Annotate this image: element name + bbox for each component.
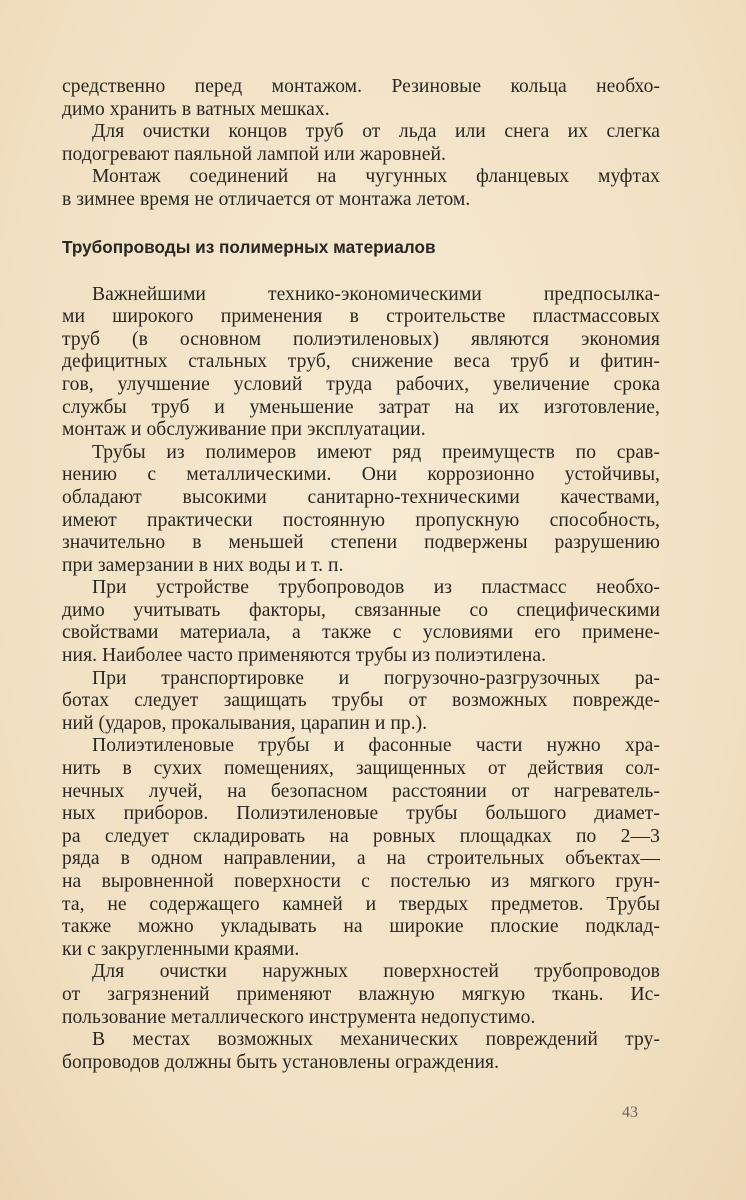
text-line: дефицитных стальных труб, снижение веса труб и фитин- [62, 351, 660, 373]
paragraph [62, 577, 660, 667]
text-line: пользование металлического инструмента недопустимо. [62, 1006, 536, 1028]
section-heading: Трубопроводы из полимерных материалов [62, 236, 436, 257]
text-line: нечных лучей, на безопасном расстоянии от нагреватель- [62, 780, 660, 802]
text-line: димо хранить в ватных мешках. [62, 98, 330, 120]
text-line: свойствами материала, а также с условиями его примене- [62, 622, 660, 644]
page-text [62, 76, 660, 1074]
paragraph [62, 1029, 660, 1074]
text-line: значительно в меньшей степени подвержены разрушению [62, 532, 660, 554]
text-line: бопроводов должны быть установлены ограждения. [62, 1051, 500, 1073]
text-line: обладают высокими санитарно-техническими качествами, [62, 486, 660, 508]
text-line: ных приборов. Полиэтиленовые трубы большого диамет- [62, 803, 660, 825]
text-line: та, не содержащего камней и твердых предметов. Трубы [62, 893, 660, 915]
text-line: При устройстве трубопроводов из пластмасс необхо- [92, 577, 660, 599]
text-line: ботах следует защищать трубы от возможных поврежде- [62, 690, 660, 712]
paragraph [62, 442, 660, 578]
text-line: монтаж и обслуживание при эксплуатации. [62, 419, 426, 441]
text-line: средственно перед монтажом. Резиновые кольца необхо- [62, 76, 660, 97]
text-line: имеют практически постоянную пропускную способность, [62, 509, 660, 531]
page-number: 43 [622, 1104, 638, 1121]
text-line: В местах возможных механических повреждений тру- [92, 1029, 660, 1051]
text-line: на выровненной поверхности с постелью из мягкого грун- [62, 871, 660, 892]
text-line: ния. Наиболее часто применяются трубы из полиэтилена. [62, 645, 547, 667]
text-line: нить в сухих помещениях, защищенных от действия сол- [62, 758, 660, 780]
text-line: ра следует складировать на ровных площадках по 2—3 [62, 825, 660, 847]
text-line: при замерзании в них воды и т. п. [62, 554, 344, 576]
text-line: Для очистки концов труб от льда или снега их слегка [92, 121, 660, 143]
text-line: Важнейшими технико-экономическими предпосылка- [92, 283, 660, 305]
text-line: димо учитывать факторы, связанные со специфическими [62, 599, 660, 621]
paragraph [62, 121, 660, 166]
text-line: от загрязнений применяют влажную мягкую ткань. Ис- [62, 983, 660, 1005]
paragraph [62, 735, 660, 961]
paragraph [62, 284, 660, 442]
text-line: ний (ударов, прокалывания, царапин и пр.). [62, 712, 428, 734]
text-line: Полиэтиленовые трубы и фасонные части нужно хра- [92, 735, 660, 757]
text-line: При транспортировке и погрузочно-разгрузочных ра- [92, 667, 660, 689]
text-line: также можно укладывать на широкие плоские подклад- [62, 916, 660, 938]
paragraph [62, 166, 660, 211]
text-line: Для очистки наружных поверхностей трубопроводов [92, 961, 660, 983]
text-line: ряда в одном направлении, а на строительных объектах— [62, 848, 660, 870]
text-line: Трубы из полимеров имеют ряд преимуществ по срав- [92, 441, 660, 463]
paragraph [62, 668, 660, 736]
text-line: труб (в основном полиэтиленовых) являются экономия [62, 328, 660, 350]
text-line: ки с закругленными краями. [62, 938, 300, 960]
text-line: ми широкого применения в строительстве пластмассовых [62, 306, 660, 328]
text-line: подогревают паяльной лампой или жаровней. [62, 143, 447, 165]
text-line: нению с металлическими. Они коррозионно устойчивы, [62, 464, 660, 486]
text-line: гов, улучшение условий труда рабочих, увеличение срока [62, 373, 660, 395]
text-line: Монтаж соединений на чугунных фланцевых муфтах [92, 166, 660, 188]
text-line: службы труб и уменьшение затрат на их изготовление, [62, 396, 660, 418]
paragraph-continuation [62, 76, 660, 121]
text-line: в зимнее время не отличается от монтажа летом. [62, 188, 471, 210]
paragraph [62, 961, 660, 1029]
